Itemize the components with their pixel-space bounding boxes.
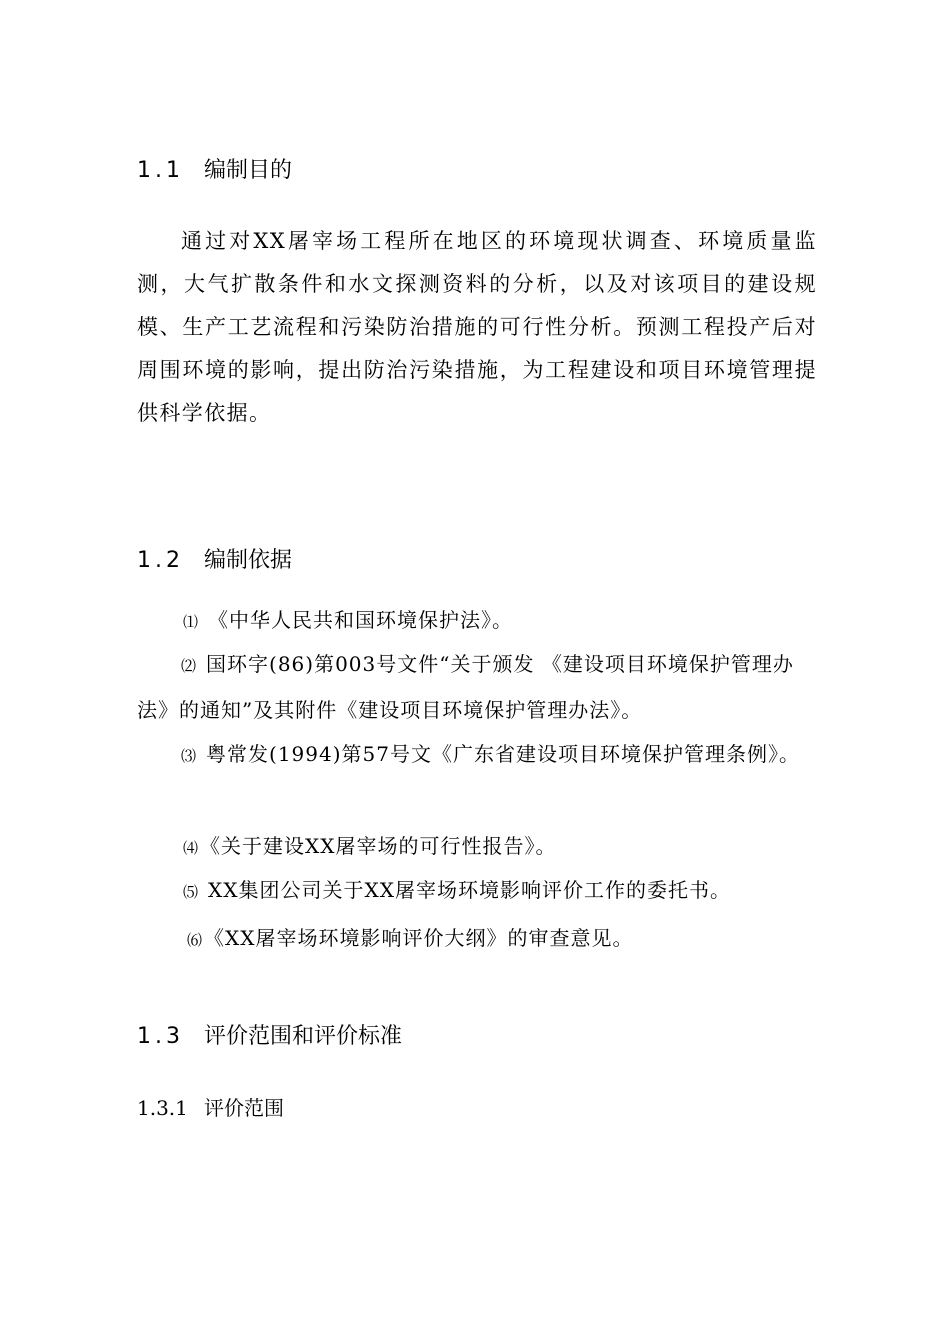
basis-item-2: [137, 642, 817, 732]
section-title: 编制依据: [204, 548, 293, 573]
section-number: 1.3: [137, 1024, 184, 1049]
item-text: 国环字(86)第003号文件“关于颁发 《建设项目环境保护管理办法》的通知”及其附件《建设项目环境保护管理办法》。: [137, 652, 794, 722]
section-title: 评价范围和评价标准: [204, 1024, 403, 1049]
item-text: 粤常发(1994)第57号文《广东省建设项目环境保护管理条例》。: [206, 742, 800, 766]
section-number: 1.2: [137, 548, 184, 573]
item-marker: ⑷: [183, 839, 199, 857]
basis-item-5: [183, 876, 731, 906]
section-title: 编制目的: [204, 158, 293, 183]
subsection-number: 1.3.1: [137, 1096, 188, 1120]
basis-item-4: [183, 832, 557, 862]
basis-item-1: [183, 606, 513, 636]
purpose-paragraph: 通过对XX屠宰场工程所在地区的环境现状调查、环境质量监测，大气扩散条件和水文探测资料的分析，以及对该项目的建设规模、生产工艺流程和污染防治措施的可行性分析。预测工程投产后对周围环境的影响，提出防治污染措施，为工程建设和项目环境管理提供科学依据。: [137, 229, 817, 425]
item-marker: ⑹: [187, 931, 203, 949]
item-text: XX集团公司关于XX屠宰场环境影响评价工作的委托书。: [208, 878, 731, 902]
item-text: 《XX屠宰场环境影响评价大纲》的审查意见。: [204, 926, 634, 950]
item-marker: ⑴: [183, 613, 199, 631]
subsection-title: 评价范围: [204, 1096, 284, 1120]
section-heading-1-2: [137, 546, 292, 576]
section-number: 1.1: [137, 158, 184, 183]
section-heading-1-1: [137, 156, 292, 186]
basis-item-3: [137, 732, 817, 778]
item-marker: ⑶: [181, 747, 197, 765]
section-heading-1-3: [137, 1022, 402, 1052]
item-marker: ⑸: [183, 883, 199, 901]
item-marker: ⑵: [181, 657, 197, 675]
basis-item-6: [187, 924, 634, 954]
item-text: 《中华人民共和国环境保护法》。: [208, 608, 514, 632]
item-text: 《关于建设XX屠宰场的可行性报告》。: [200, 834, 557, 858]
subsection-heading-1-3-1: [137, 1094, 284, 1122]
